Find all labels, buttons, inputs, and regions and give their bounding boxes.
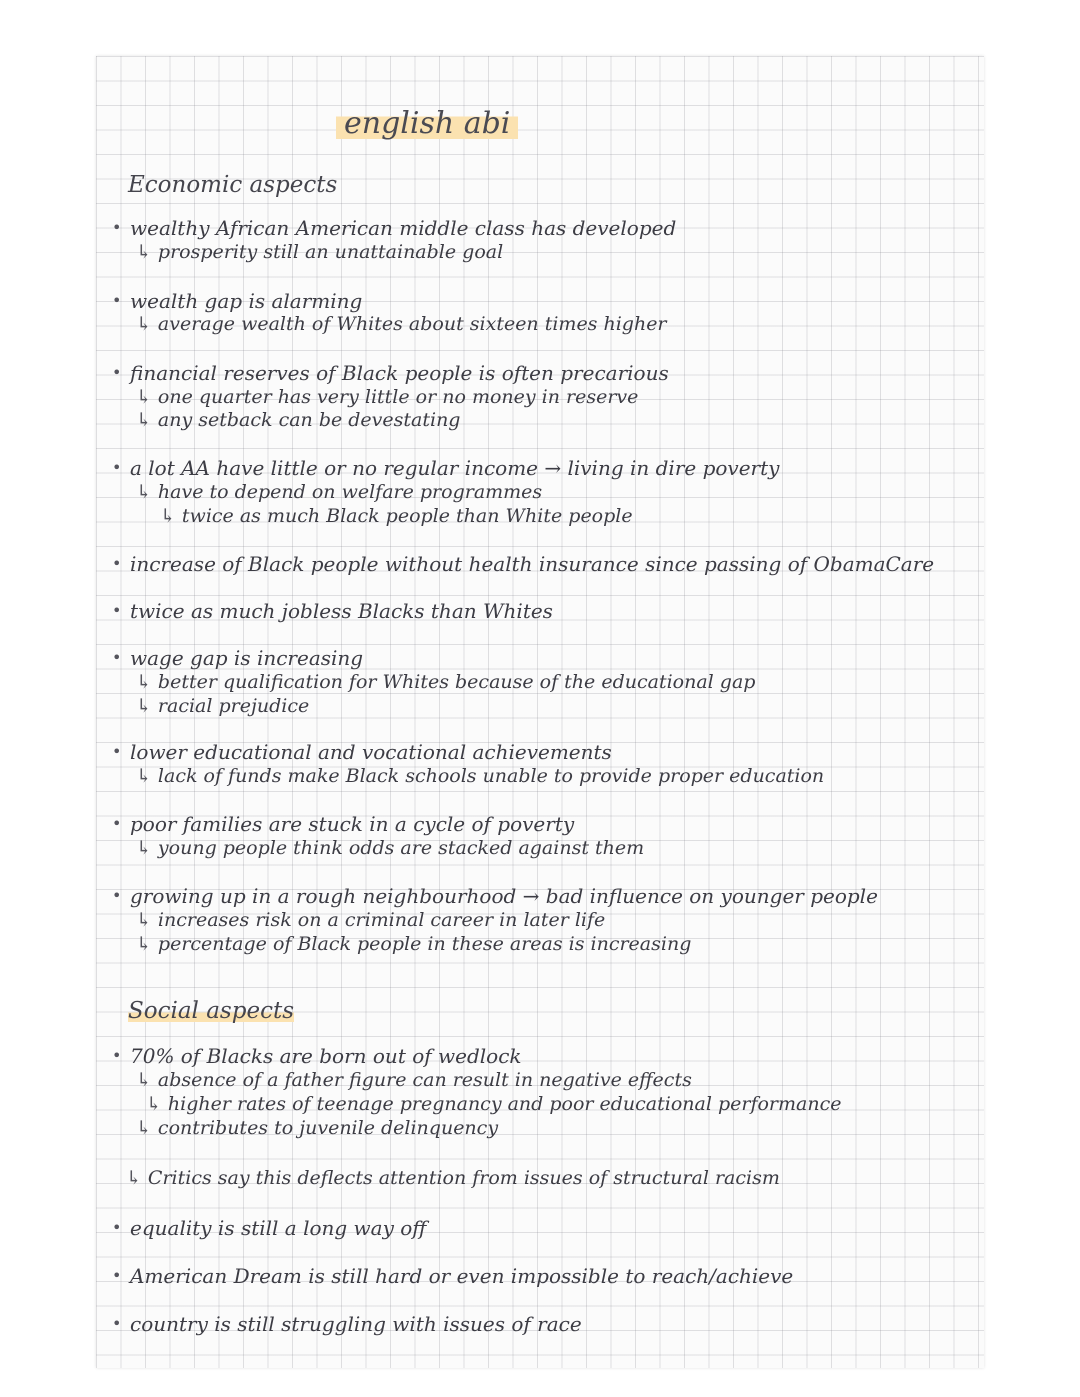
section-heading-social: Social aspects [128, 998, 294, 1024]
note-item: • poor families are stuck in a cycle of poverty [130, 812, 574, 836]
note-subitem: ↳ any setback can be devestating [136, 409, 461, 431]
note-item: • a lot AA have little or no regular income → living in dire poverty [130, 456, 779, 480]
note-item: • increase of Black people without health insurance since passing of ObamaCare [130, 552, 934, 576]
note-item: • American Dream is still hard or even impossible to reach/achieve [130, 1264, 793, 1288]
note-subitem: ↳ twice as much Black people than White people [160, 505, 633, 527]
note-subitem: ↳ percentage of Black people in these areas is increasing [136, 933, 692, 955]
note-item: • twice as much jobless Blacks than Whites [130, 599, 553, 623]
note-subitem: ↳ increases risk on a criminal career in later life [136, 909, 606, 931]
note-subitem: ↳ young people think odds are stacked against them [136, 837, 645, 859]
note-subitem: ↳ one quarter has very little or no money in reserve [136, 386, 639, 408]
note-subitem: ↳ absence of a father figure can result in negative effects [136, 1069, 692, 1091]
note-item: • equality is still a long way off [130, 1216, 426, 1240]
note-subitem: ↳ racial prejudice [136, 695, 310, 717]
note-item: • 70% of Blacks are born out of wedlock [130, 1044, 522, 1068]
note-item: • wage gap is increasing [130, 646, 363, 670]
note-subitem: ↳ have to depend on welfare programmes [136, 481, 543, 503]
note-subitem: ↳ higher rates of teenage pregnancy and poor educational performance [146, 1093, 842, 1115]
note-item: • lower educational and vocational achievements [130, 740, 612, 764]
note-item: • financial reserves of Black people is often precarious [130, 361, 669, 385]
note-item: • country is still struggling with issues of race [130, 1312, 582, 1336]
note-subitem: ↳ prosperity still an unattainable goal [136, 241, 504, 263]
note-item: • wealth gap is alarming [130, 289, 362, 313]
note-subitem: ↳ lack of funds make Black schools unable to provide proper education [136, 765, 825, 787]
notebook-page [96, 56, 984, 1368]
page-title: english abi [336, 106, 518, 141]
note-item: • wealthy African American middle class has developed [130, 216, 676, 240]
note-subitem: ↳ average wealth of Whites about sixteen times higher [136, 313, 667, 335]
note-item: • growing up in a rough neighbourhood → bad influence on younger people [130, 884, 878, 908]
note-arrow-item: ↳ Critics say this deflects attention from issues of structural racism [126, 1167, 780, 1189]
note-subitem: ↳ contributes to juvenile delinquency [136, 1117, 499, 1139]
note-subitem: ↳ better qualification for Whites because of the educational gap [136, 671, 756, 693]
section-heading-economic: Economic aspects [128, 172, 338, 198]
